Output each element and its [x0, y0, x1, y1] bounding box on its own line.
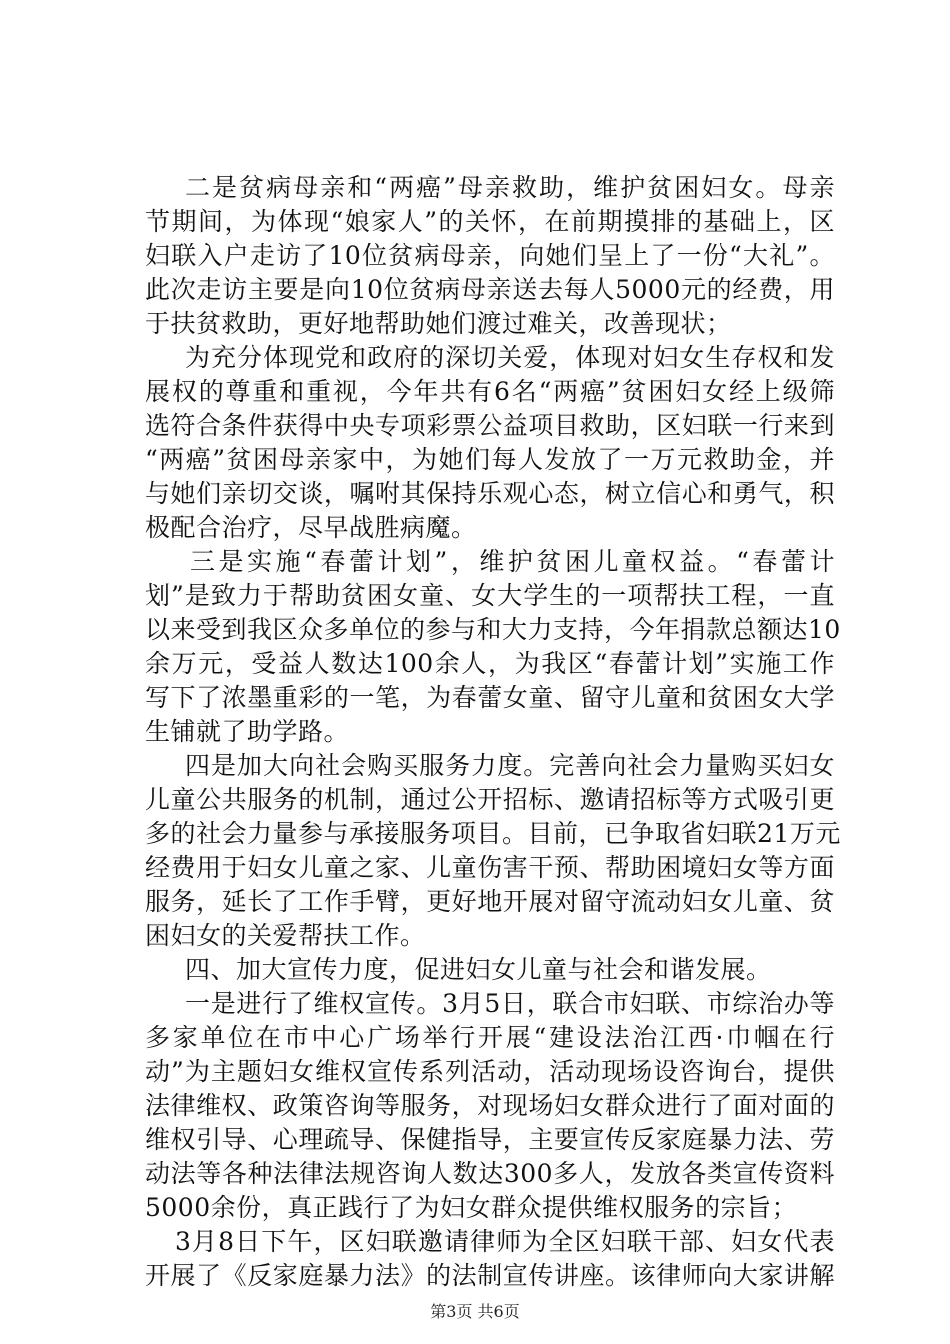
- text-line: 多的社会力量参与承接服务项目。目前，已争取省妇联21万元: [145, 819, 841, 848]
- text-line: 服务，延长了工作手臂，更好地开展对留守流动妇女儿童、贫: [145, 887, 835, 916]
- page-footer: 第3页 共6页: [430, 1302, 520, 1321]
- text-line: 经费用于妇女儿童之家、儿童伤害干预、帮助困境妇女等方面: [145, 853, 835, 882]
- text-line: 儿童公共服务的机制，通过公开招标、邀请招标等方式吸引更: [145, 785, 835, 814]
- text-line: 展权的尊重和重视，今年共有6名“两癌”贫困妇女经上级筛: [145, 377, 835, 406]
- text-line: 余万元，受益人数达100余人，为我区“春蕾计划”实施工作: [145, 649, 835, 678]
- text-line: 5000余份，真正践行了为妇女群众提供维权服务的宗旨；: [145, 1193, 798, 1222]
- text-line: 一是进行了维权宣传。3月5日，联合市妇联、市综治办等: [185, 989, 835, 1018]
- text-line: 划”是致力于帮助贫困女童、女大学生的一项帮扶工程，一直: [145, 581, 835, 610]
- text-line: 写下了浓墨重彩的一笔，为春蕾女童、留守儿童和贫困女大学: [145, 683, 835, 712]
- section-heading: 四、加大宣传力度，促进妇女儿童与社会和谐发展。: [185, 955, 772, 984]
- text-line: 二是贫病母亲和“两癌”母亲救助，维护贫困妇女。母亲: [185, 173, 835, 202]
- text-line: 开展了《反家庭暴力法》的法制宣传讲座。该律师向大家讲解: [145, 1261, 835, 1290]
- text-line: 法律维权、政策咨询等服务，对现场妇女群众进行了面对面的: [145, 1091, 835, 1120]
- text-line: 选符合条件获得中央专项彩票公益项目救助，区妇联一行来到: [145, 411, 835, 440]
- text-line: 多家单位在市中心广场举行开展“建设法治江西·巾帼在行: [145, 1023, 835, 1052]
- text-line: 与她们亲切交谈，嘱咐其保持乐观心态，树立信心和勇气，积: [145, 479, 835, 508]
- text-line: 四是加大向社会购买服务力度。完善向社会力量购买妇女: [185, 751, 835, 780]
- text-line: “两癌”贫困母亲家中，为她们每人发放了一万元救助金，并: [145, 445, 835, 474]
- text-line: 此次走访主要是向10位贫病母亲送去每人5000元的经费，用: [145, 275, 835, 304]
- text-line: 动法等各种法律法规咨询人数达300多人，发放各类宣传资料: [145, 1159, 835, 1188]
- text-line: 以来受到我区众多单位的参与和大力支持，今年捐款总额达10: [145, 615, 841, 644]
- text-line: 极配合治疗，尽早战胜病魔。: [145, 513, 477, 542]
- text-line: 困妇女的关爱帮扶工作。: [145, 921, 426, 950]
- text-line: 三是实施“春蕾计划”，维护贫困儿童权益。“春蕾计: [190, 547, 835, 576]
- text-line: 为充分体现党和政府的深切关爱，体现对妇女生存权和发: [185, 343, 835, 372]
- text-line: 于扶贫救助，更好地帮助她们渡过难关，改善现状；: [145, 309, 732, 338]
- text-line: 3月8日下午，区妇联邀请律师为全区妇联干部、妇女代表: [175, 1227, 835, 1256]
- text-line: 生铺就了助学路。: [145, 717, 350, 746]
- text-line: 妇联入户走访了10位贫病母亲，向她们呈上了一份“大礼”。: [145, 241, 835, 270]
- text-line: 节期间，为体现“娘家人”的关怀，在前期摸排的基础上，区: [145, 207, 835, 236]
- text-line: 维权引导、心理疏导、保健指导，主要宣传反家庭暴力法、劳: [145, 1125, 835, 1154]
- text-line: 动”为主题妇女维权宣传系列活动，活动现场设咨询台，提供: [145, 1057, 835, 1086]
